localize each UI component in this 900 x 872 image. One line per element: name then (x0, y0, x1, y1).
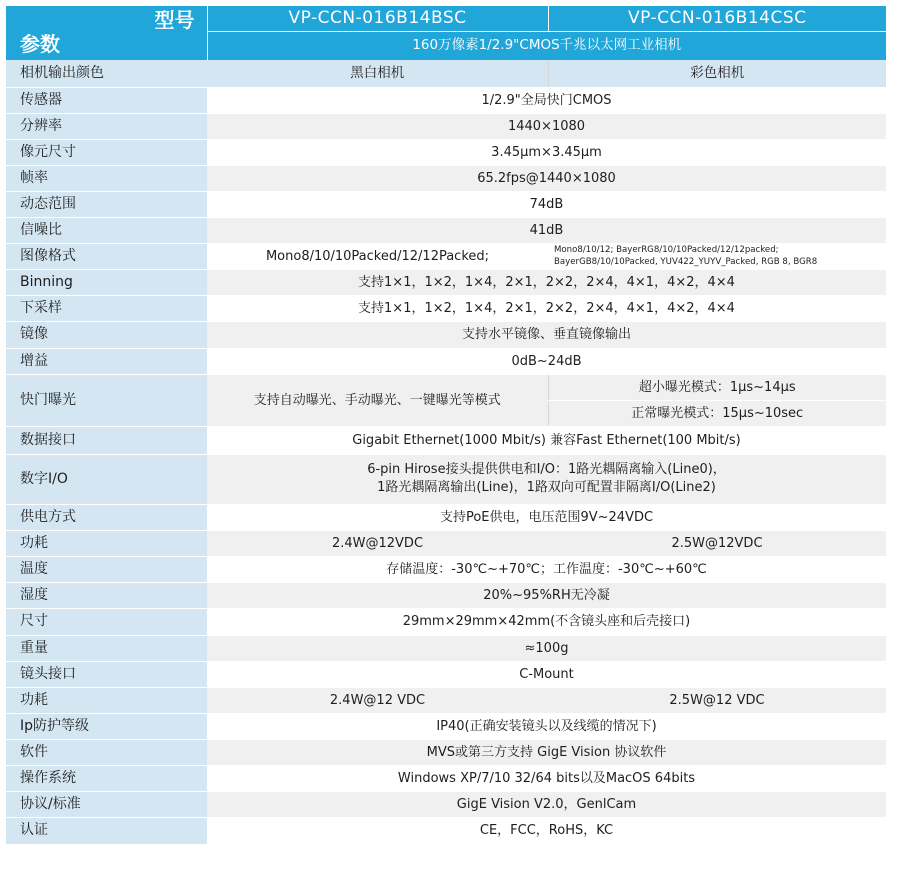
row-value: CE，FCC，RoHS，KC (207, 817, 886, 844)
digital-io-line: 1路光耦隔离输出(Line)，1路双向可配置非隔离I/O(Line2) (377, 480, 716, 495)
table-row (6, 454, 886, 504)
table-row (6, 791, 886, 817)
row-value: 1/2.9"全局快门CMOS (207, 87, 886, 113)
ultra-exposure-mode: 超小曝光模式：1μs~14μs (548, 374, 886, 400)
table-row (6, 687, 886, 713)
digital-io-line: 6-pin Hirose接头提供供电和I/O：1路光耦隔离输入(Line0)， (367, 462, 726, 477)
table-row (6, 191, 886, 217)
table-row (6, 269, 886, 295)
row-label: 重量 (6, 635, 207, 661)
row-value: 74dB (207, 191, 886, 217)
row-label: 镜像 (6, 321, 207, 348)
row-value: 65.2fps@1440×1080 (207, 165, 886, 191)
model-header-label: 型号 (154, 8, 195, 32)
mono-camera-heading: 黑白相机 (207, 60, 548, 87)
row-label: 镜头接口 (6, 661, 207, 687)
param-header-label: 参数 (20, 32, 60, 56)
table-row (6, 321, 886, 348)
table-row (6, 635, 886, 661)
row-label: 信噪比 (6, 217, 207, 243)
row-label: 传感器 (6, 87, 207, 113)
row-label: 图像格式 (6, 243, 207, 269)
row-label: 增益 (6, 348, 207, 374)
color-power: 2.5W@12VDC (548, 530, 886, 556)
table-row (6, 165, 886, 191)
row-value: ≈100g (207, 635, 886, 661)
table-row (6, 765, 886, 791)
mono-power: 2.4W@12 VDC (207, 687, 548, 713)
row-label: 相机输出颜色 (6, 60, 207, 87)
normal-exposure-mode: 正常曝光模式：15μs~10sec (548, 400, 886, 426)
row-label: 尺寸 (6, 608, 207, 635)
table-row (6, 426, 886, 454)
table-row (6, 530, 886, 556)
row-value: Gigabit Ethernet(1000 Mbit/s) 兼容Fast Ethernet(100 Mbit/s) (207, 426, 886, 454)
row-value: 29mm×29mm×42mm(不含镜头座和后壳接口) (207, 608, 886, 635)
table-row (6, 139, 886, 165)
table-row (6, 348, 886, 374)
color-image-format (548, 243, 886, 269)
table-row (6, 87, 886, 113)
row-value: 0dB~24dB (207, 348, 886, 374)
table-row (6, 661, 886, 687)
row-label: 湿度 (6, 582, 207, 608)
row-label: 分辨率 (6, 113, 207, 139)
row-label: 软件 (6, 739, 207, 765)
row-value: MVS或第三方支持 GigE Vision 协议软件 (207, 739, 886, 765)
table-row (6, 504, 886, 530)
row-label: 下采样 (6, 295, 207, 321)
row-value: 20%~95%RH无冷凝 (207, 582, 886, 608)
row-label: 数字I/O (6, 454, 207, 504)
row-label: 认证 (6, 817, 207, 844)
row-label: 快门曝光 (6, 374, 207, 426)
row-value: 1440×1080 (207, 113, 886, 139)
table-row (6, 243, 886, 269)
color-camera-heading: 彩色相机 (548, 60, 886, 87)
table-row (6, 113, 886, 139)
spec-table (6, 6, 886, 845)
row-label: 温度 (6, 556, 207, 582)
header-corner (6, 6, 207, 60)
row-label: 数据接口 (6, 426, 207, 454)
row-value: C-Mount (207, 661, 886, 687)
table-row (6, 582, 886, 608)
model-color-header: VP-CCN-016B14CSC (548, 6, 886, 31)
row-label: 动态范围 (6, 191, 207, 217)
table-row (6, 60, 886, 87)
row-value: 支持水平镜像、垂直镜像输出 (207, 321, 886, 348)
row-label: Ip防护等级 (6, 713, 207, 739)
row-label: 协议/标准 (6, 791, 207, 817)
model-mono-header: VP-CCN-016B14BSC (207, 6, 548, 31)
table-row (6, 608, 886, 635)
model-subtitle: 160万像素1/2.9"CMOS千兆以太网工业相机 (207, 31, 886, 60)
row-value: IP40(正确安装镜头以及线缆的情况下) (207, 713, 886, 739)
table-row (6, 217, 886, 243)
color-power: 2.5W@12 VDC (548, 687, 886, 713)
row-value: Windows XP/7/10 32/64 bits以及MacOS 64bits (207, 765, 886, 791)
mono-image-format: Mono8/10/10Packed/12/12Packed; (207, 243, 548, 269)
digital-io-value (207, 454, 886, 504)
table-row (6, 739, 886, 765)
row-value: GigE Vision V2.0，GenlCam (207, 791, 886, 817)
row-value: 存储温度：-30℃~+70℃；工作温度：-30℃~+60℃ (207, 556, 886, 582)
table-row (6, 374, 886, 400)
color-format-line: Mono8/10/12; BayerRG8/10/10Packed/12/12packed; (554, 245, 779, 255)
row-value: 支持1×1，1×2，1×4，2×1，2×2，2×4，4×1，4×2，4×4 (207, 269, 886, 295)
row-label: 功耗 (6, 687, 207, 713)
row-value: 支持PoE供电，电压范围9V~24VDC (207, 504, 886, 530)
table-row (6, 556, 886, 582)
shutter-modes: 支持自动曝光、手动曝光、一键曝光等模式 (207, 374, 548, 426)
color-format-line: BayerGB8/10/10Packed, YUV422_YUYV_Packed, RGB 8, BGR8 (554, 257, 818, 267)
row-value: 支持1×1，1×2，1×4，2×1，2×2，2×4，4×1，4×2，4×4 (207, 295, 886, 321)
row-label: Binning (6, 269, 207, 295)
row-label: 功耗 (6, 530, 207, 556)
row-value: 3.45μm×3.45μm (207, 139, 886, 165)
row-label: 像元尺寸 (6, 139, 207, 165)
mono-power: 2.4W@12VDC (207, 530, 548, 556)
row-label: 帧率 (6, 165, 207, 191)
row-label: 供电方式 (6, 504, 207, 530)
table-row (6, 817, 886, 844)
table-row (6, 713, 886, 739)
row-value: 41dB (207, 217, 886, 243)
table-row (6, 295, 886, 321)
row-label: 操作系统 (6, 765, 207, 791)
